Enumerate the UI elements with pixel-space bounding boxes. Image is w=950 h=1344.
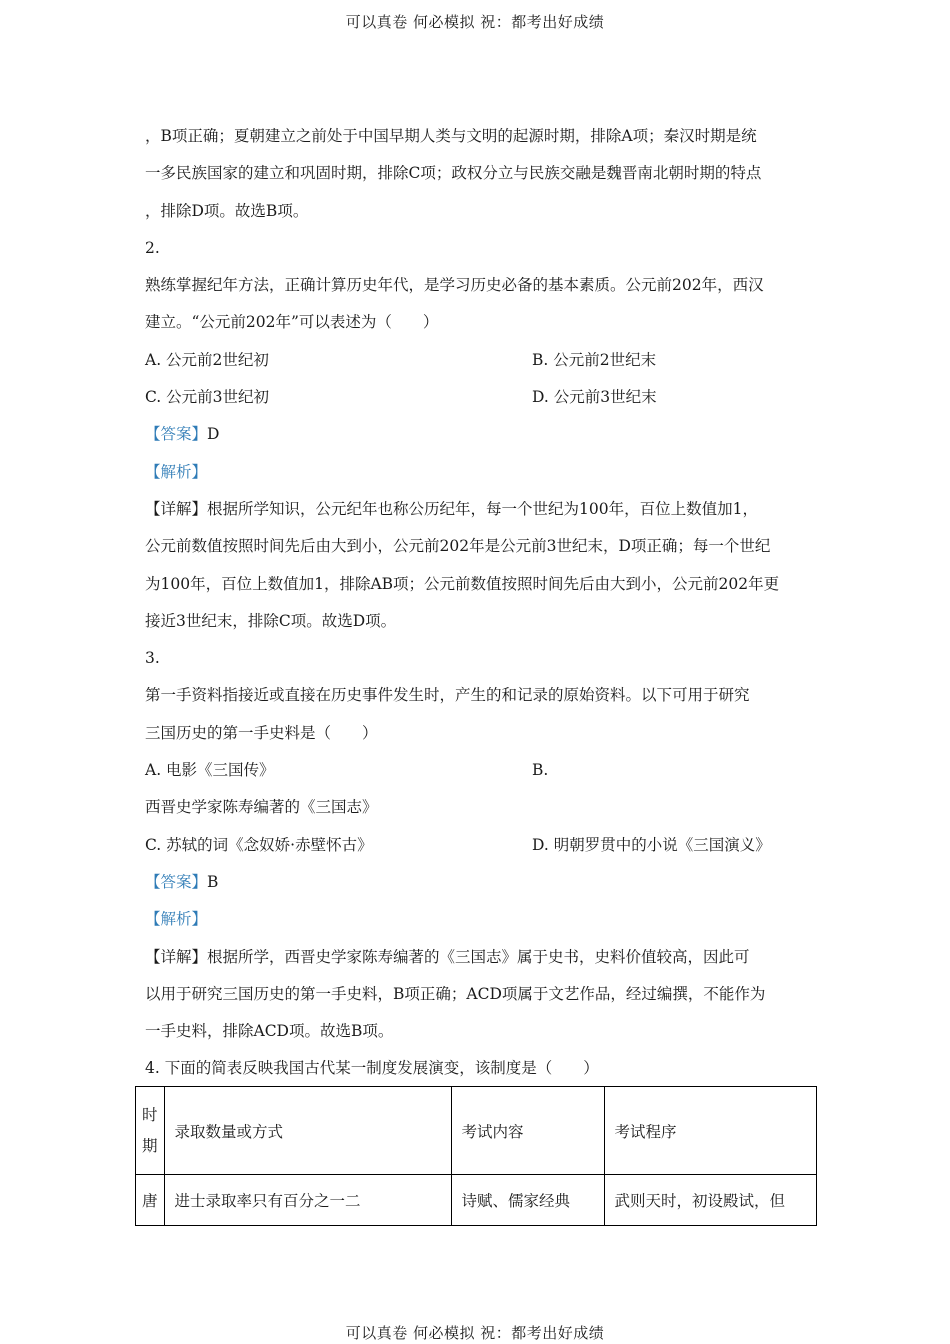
q3-detail-line-1 xyxy=(145,939,810,976)
q3-analysis-heading xyxy=(145,901,810,938)
q3-detail-line-3: 一手史料，排除ACD项。故选B项。 xyxy=(145,1022,394,1041)
table-header-procedure: 考试程序 xyxy=(604,1087,816,1175)
detail-text: 根据所学，西晋史学家陈寿编著的《三国志》属于史书，史料价值较高，因此可 xyxy=(207,947,750,966)
page-header: 可以真卷 何必模拟 祝：都考出好成绩 xyxy=(345,13,605,31)
q3-options-row-1 xyxy=(145,752,810,789)
q2-option-b: B. 公元前2世纪末 xyxy=(532,350,657,369)
q2-detail-line-2: 公元前数值按照时间先后由大到小，公元前202年是公元前3世纪末，D项正确；每一个世纪 xyxy=(145,537,771,556)
analysis-tag: 【解析】 xyxy=(145,462,208,481)
table-cell-admission: 进士录取率只有百分之一二 xyxy=(164,1175,451,1226)
q4-stem: 4. 下面的简表反映我国古代某一制度发展演变，该制度是（ ） xyxy=(145,1059,599,1078)
q2-option-d: D. 公元前3世纪末 xyxy=(532,388,657,407)
table-cell-period: 唐 xyxy=(136,1175,165,1226)
q2-number: 2. xyxy=(145,238,160,257)
q3-option-b-text: 西晋史学家陈寿编著的《三国志》 xyxy=(145,798,378,817)
q1-analysis-line-2: 一多民族国家的建立和巩固时期，排除C项；政权分立与民族交融是魏晋南北朝时期的特点 xyxy=(145,164,762,183)
page-footer: 可以真卷 何必模拟 祝：都考出好成绩 xyxy=(345,1324,605,1342)
answer-value: B xyxy=(207,872,219,891)
q2-option-c: C. 公元前3世纪初 xyxy=(145,388,270,407)
q2-stem-line-1: 熟练掌握纪年方法，正确计算历史年代，是学习历史必备的基本素质。公元前202年，西汉 xyxy=(145,276,764,295)
q3-options-row-2 xyxy=(145,827,810,864)
q2-answer xyxy=(145,416,810,453)
q2-option-a: A. 公元前2世纪初 xyxy=(145,350,269,369)
table-cell-content: 诗赋、儒家经典 xyxy=(451,1175,604,1226)
q2-detail-line-3: 为100年，百位上数值加1，排除AB项；公元前数值按照时间先后由大到小，公元前202年更 xyxy=(145,574,780,593)
table-header-period: 时期 xyxy=(136,1087,165,1175)
q2-analysis-heading xyxy=(145,454,810,491)
q3-number: 3. xyxy=(145,649,160,668)
q3-option-b: B. xyxy=(532,761,549,780)
q2-detail-line-1 xyxy=(145,491,810,528)
q2-detail-line-4: 接近3世纪末，排除C项。故选D项。 xyxy=(145,611,397,630)
q3-answer xyxy=(145,864,810,901)
detail-text: 根据所学知识，公元纪年也称公历纪年，每一个世纪为100年，百位上数值加1， xyxy=(207,499,758,518)
answer-tag: 【答案】 xyxy=(145,425,208,444)
q3-option-d: D. 明朝罗贯中的小说《三国演义》 xyxy=(532,835,771,854)
table-header-content: 考试内容 xyxy=(451,1087,604,1175)
detail-tag: 【详解】 xyxy=(145,499,208,518)
q1-analysis-line-1: ，B项正确；夏朝建立之前处于中国早期人类与文明的起源时期，排除A项；秦汉时期是统 xyxy=(145,127,757,145)
q3-stem-line-1: 第一手资料指接近或直接在历史事件发生时，产生的和记录的原始资料。以下可用于研究 xyxy=(145,686,750,705)
table-cell-procedure: 武则天时，初设殿试，但 xyxy=(604,1175,816,1226)
analysis-tag: 【解析】 xyxy=(145,910,208,929)
detail-tag: 【详解】 xyxy=(145,947,208,966)
table-header-admission: 录取数量或方式 xyxy=(164,1087,451,1175)
q2-options-row-1 xyxy=(145,342,810,379)
q4-table xyxy=(135,1086,817,1226)
q3-option-a: A. 电影《三国传》 xyxy=(145,761,275,780)
answer-value: D xyxy=(207,425,220,444)
q3-stem-line-2: 三国历史的第一手史料是（ ） xyxy=(145,723,378,742)
q2-stem-line-2: 建立。“公元前202年”可以表述为（ ） xyxy=(145,313,439,332)
q2-options-row-2 xyxy=(145,379,810,416)
q1-analysis-line-3: ，排除D项。故选B项。 xyxy=(145,201,309,220)
table-row xyxy=(136,1175,817,1226)
table-header-row xyxy=(136,1087,817,1175)
answer-tag: 【答案】 xyxy=(145,872,208,891)
q3-option-c: C. 苏轼的词《念奴娇·赤壁怀古》 xyxy=(145,835,373,854)
document-body xyxy=(145,118,810,1088)
q3-detail-line-2: 以用于研究三国历史的第一手史料，B项正确；ACD项属于文艺作品，经过编撰，不能作为 xyxy=(145,984,766,1003)
